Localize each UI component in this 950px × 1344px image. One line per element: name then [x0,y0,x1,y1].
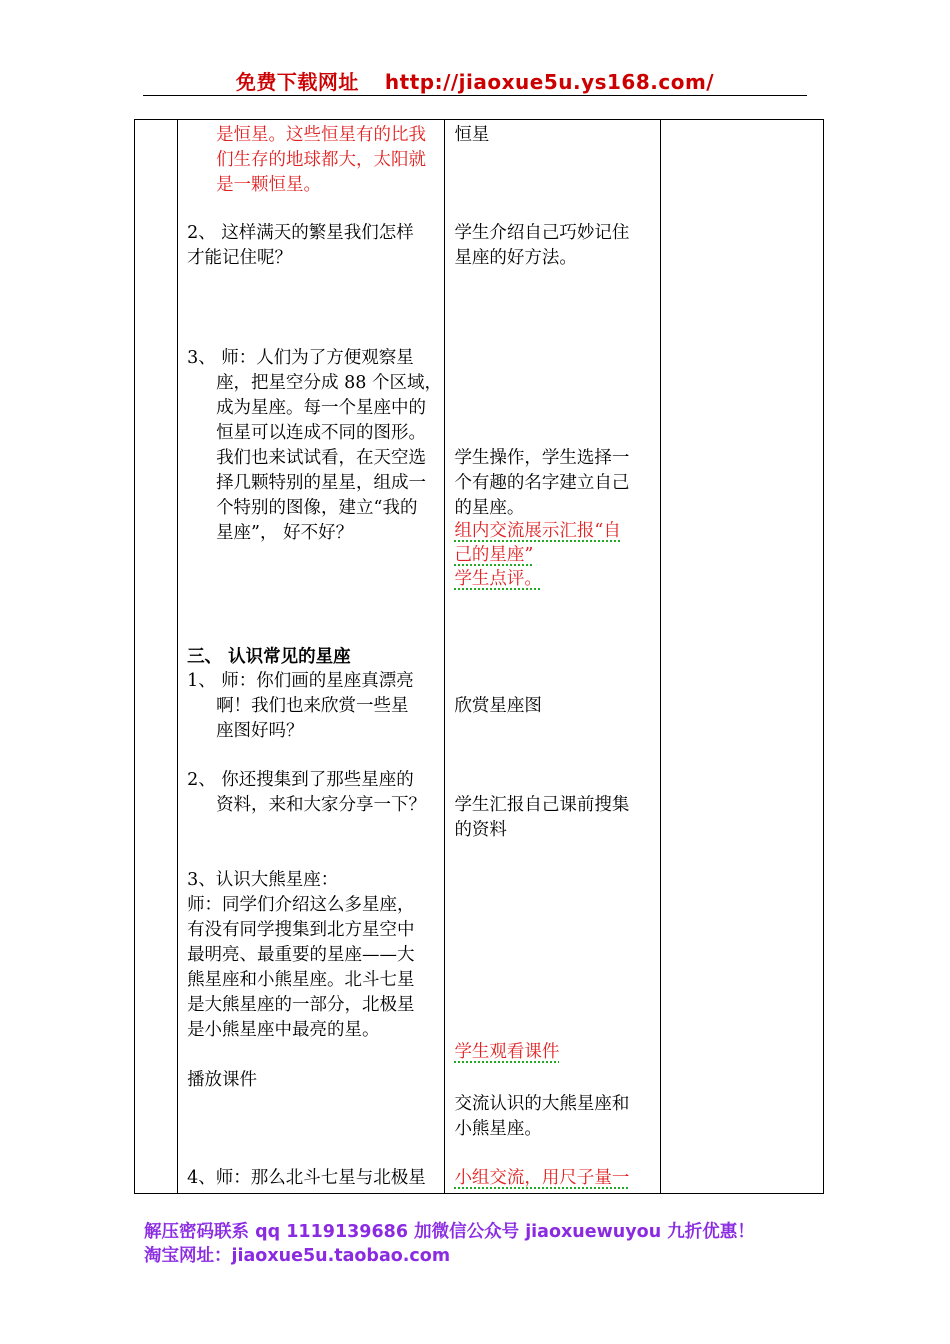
text-line: 恒星 [454,125,490,145]
text-line: 3、认识大熊星座： [187,870,339,890]
text-line: 星座的好方法。 [454,248,577,268]
text-line: 个特别的图像，建立“我的 [216,498,418,518]
table-cell-student-activity [445,120,660,1194]
text-line: 择几颗特别的星星，组成一 [216,473,427,493]
text-line: 星座”， 好不好？ [216,523,354,543]
text-line: 座图好吗？ [216,721,304,741]
text-line: 播放课件 [187,1070,258,1090]
text-line: 是恒星。这些恒星有的比我 [216,125,427,145]
text-line: 资料，来和大家分享一下？ [216,795,427,815]
text-line: 交流认识的大熊星座和 [454,1094,630,1114]
text-line: 学生介绍自己巧妙记住 [454,223,630,243]
table-cell-margin [135,120,178,1194]
table-cell-teacher-activity [178,120,445,1194]
text-line: 恒星可以连成不同的图形。 [216,423,427,443]
text-line: 学生汇报自己课前搜集 [454,795,630,815]
text-line: 学生操作，学生选择一 [454,448,630,468]
table-cell-notes [660,120,823,1194]
text-line: 个有趣的名字建立自己 [454,473,630,493]
header-divider [143,95,807,96]
section-heading: 三、 认识常见的星座 [187,647,351,667]
text-line: 啊！我们也来欣赏一些星 [216,696,409,716]
text-line: 是一颗恒星。 [216,175,322,195]
text-line: 2、 你还搜集到了那些星座的 [187,770,414,790]
text-line: 学生点评。 [454,569,542,589]
text-line: 1、 师：你们画的星座真漂亮 [187,671,414,691]
text-line: 的星座。 [454,498,525,518]
text-line: 熊星座和小熊星座。北斗七星 [187,970,415,990]
footer-contact-line: 解压密码联系 qq 1119139686 加微信公众号 jiaoxuewuyou 九折优惠！ [144,1222,755,1242]
text-line: 们生存的地球都大，太阳就 [216,150,427,170]
text-line: 师：同学们介绍这么多星座， [187,895,415,915]
text-line: 座，把星空分成 88 个区域， [216,373,442,393]
text-line: 成为星座。每一个星座中的 [216,398,427,418]
text-line: 的资料 [454,820,507,840]
text-line: 4、师：那么北斗七星与北极星 [187,1168,426,1188]
text-line: 欣赏星座图 [454,696,542,716]
text-line: 2、 这样满天的繁星我们怎样 [187,223,414,243]
text-line: 有没有同学搜集到北方星空中 [187,920,415,940]
header-title: 免费下载网址 [235,70,359,94]
text-line: 我们也来试试看，在天空选 [216,448,427,468]
text-line: 学生观看课件 [454,1042,560,1062]
text-line: 才能记住呢？ [187,248,293,268]
footer-shop-link[interactable]: 淘宝网址：jiaoxue5u.taobao.com [144,1246,451,1266]
text-line: 是小熊星座中最亮的星。 [187,1020,380,1040]
header-url-link[interactable]: http://jiaoxue5u.ys168.com/ [384,70,715,94]
lesson-plan-table [134,119,824,1194]
text-line: 3、 师：人们为了方便观察星 [187,348,414,368]
text-line: 组内交流展示汇报“自 [454,521,621,541]
text-line: 小熊星座。 [454,1119,542,1139]
text-line: 小组交流，用尺子量一 [454,1168,630,1188]
text-line: 己的星座” [454,545,534,565]
text-line: 是大熊星座的一部分，北极星 [187,995,415,1015]
text-line: 最明亮、最重要的星座——大 [187,945,415,965]
header-banner [0,66,950,95]
